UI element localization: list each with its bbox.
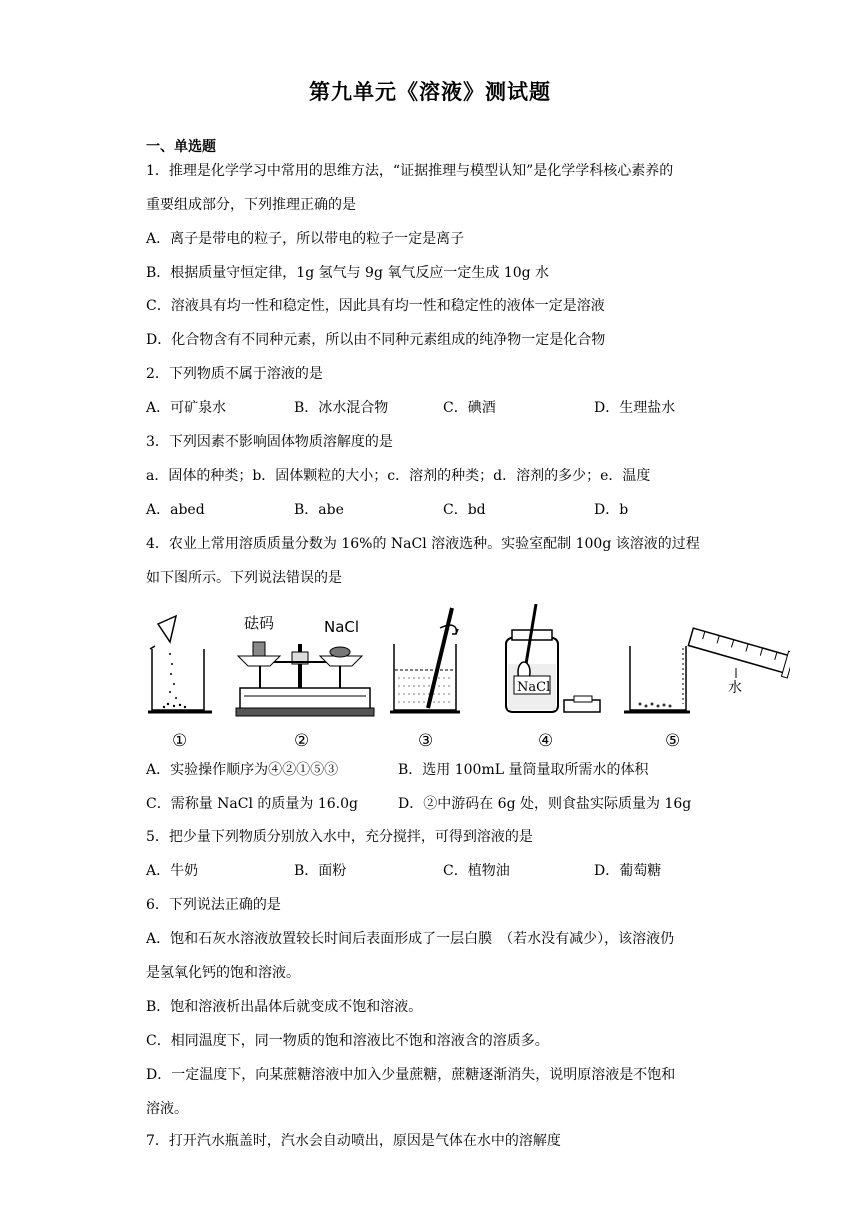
question-5-option-b: B．面粉 <box>294 863 347 879</box>
question-4-option-d: D．②中游码在 6g 处，则食盐实际质量为 16g <box>398 796 692 812</box>
reagent-jar-illustration <box>506 604 600 712</box>
question-3-option-d: D．b <box>594 502 629 518</box>
question-3-stem: 3．下列因素不影响固体物质溶解度的是 <box>146 434 393 450</box>
question-2-stem: 2．下列物质不属于溶液的是 <box>146 366 323 382</box>
question-2-option-b: B．冰水混合物 <box>294 400 389 416</box>
step-4-label: ④ <box>538 731 554 751</box>
question-1-option-d: D．化合物含有不同种元素，所以由不同种元素组成的纯净物一定是化合物 <box>146 332 606 348</box>
question-7-stem: 7．打开汽水瓶盖时，汽水会自动喷出，原因是气体在水中的溶解度 <box>146 1133 561 1149</box>
question-4-option-a: A．实验操作顺序为④②①⑤③ <box>146 762 339 778</box>
question-3-factors: a．固体的种类；b．固体颗粒的大小；c．溶剂的种类；d．溶剂的多少；e．温度 <box>146 468 651 484</box>
step-5-label: ⑤ <box>665 731 681 751</box>
water-label: 水 <box>728 680 742 696</box>
solution-preparation-figure <box>140 604 790 754</box>
question-1-stem-cont: 重要组成部分，下列推理正确的是 <box>146 197 356 213</box>
question-3-option-a: A．abed <box>146 502 205 518</box>
question-6-option-b: B．饱和溶液析出晶体后就变成不饱和溶液。 <box>146 999 423 1015</box>
question-6-option-d: D．一定温度下，向某蔗糖溶液中加入少量蔗糖，蔗糖逐渐消失，说明原溶液是不饱和 <box>146 1067 676 1083</box>
step-3-label: ③ <box>418 731 434 751</box>
question-1-option-c: C．溶液具有均一性和稳定性，因此具有均一性和稳定性的液体一定是溶液 <box>146 298 605 314</box>
question-2-option-d: D．生理盐水 <box>594 400 676 416</box>
stirring-illustration <box>390 608 460 712</box>
question-3-option-c: C．bd <box>443 502 486 518</box>
question-6-option-c: C．相同温度下，同一物质的饱和溶液比不饱和溶液含的溶质多。 <box>146 1033 549 1049</box>
question-5-option-d: D．葡萄糖 <box>594 863 662 879</box>
question-4-option-b: B．选用 100mL 量筒量取所需水的体积 <box>398 762 649 778</box>
balance-illustration <box>236 642 374 716</box>
weights-label: 砝码 <box>244 614 275 632</box>
question-5-stem: 5．把少量下列物质分别放入水中，充分搅拌，可得到溶液的是 <box>146 829 533 845</box>
question-1-option-b: B．根据质量守恒定律，1g 氢气与 9g 氧气反应一定生成 10g 水 <box>146 265 550 281</box>
jar-label: NaCl <box>517 680 551 695</box>
question-2-option-a: A．可矿泉水 <box>146 400 227 416</box>
step-1-label: ① <box>172 731 188 751</box>
question-6-option-d-cont: 溶液。 <box>146 1101 188 1117</box>
page-title: 第九单元《溶液》测试题 <box>309 80 551 104</box>
section-heading: 一、单选题 <box>146 139 216 155</box>
question-5-option-c: C．植物油 <box>443 863 510 879</box>
question-4-option-c: C．需称量 NaCl 的质量为 16.0g <box>146 796 358 812</box>
question-1-option-a: A．离子是带电的粒子，所以带电的粒子一定是离子 <box>146 231 465 247</box>
question-5-option-a: A．牛奶 <box>146 863 199 879</box>
question-6-option-a: A．饱和石灰水溶液放置较长时间后表面形成了一层白膜 （若水没有减少），该溶液仍 <box>146 931 675 947</box>
question-6-stem: 6．下列说法正确的是 <box>146 897 281 913</box>
question-3-option-b: B．abe <box>294 502 344 518</box>
question-4-stem-cont: 如下图所示。下列说法错误的是 <box>146 570 342 586</box>
pour-solid-illustration <box>148 616 212 712</box>
step-2-label: ② <box>294 731 310 751</box>
pour-water-illustration <box>624 624 790 712</box>
question-2-option-c: C．碘酒 <box>443 400 496 416</box>
question-4-stem: 4．农业上常用溶质质量分数为 16%的 NaCl 溶液选种。实验室配制 100g 该溶液的过程 <box>146 536 700 552</box>
question-6-option-a-cont: 是氢氧化钙的饱和溶液。 <box>146 965 300 981</box>
nacl-label: NaCl <box>324 618 360 636</box>
question-1-stem: 1．推理是化学学习中常用的思维方法，“证据推理与模型认知”是化学学科核心素养的 <box>146 163 674 179</box>
